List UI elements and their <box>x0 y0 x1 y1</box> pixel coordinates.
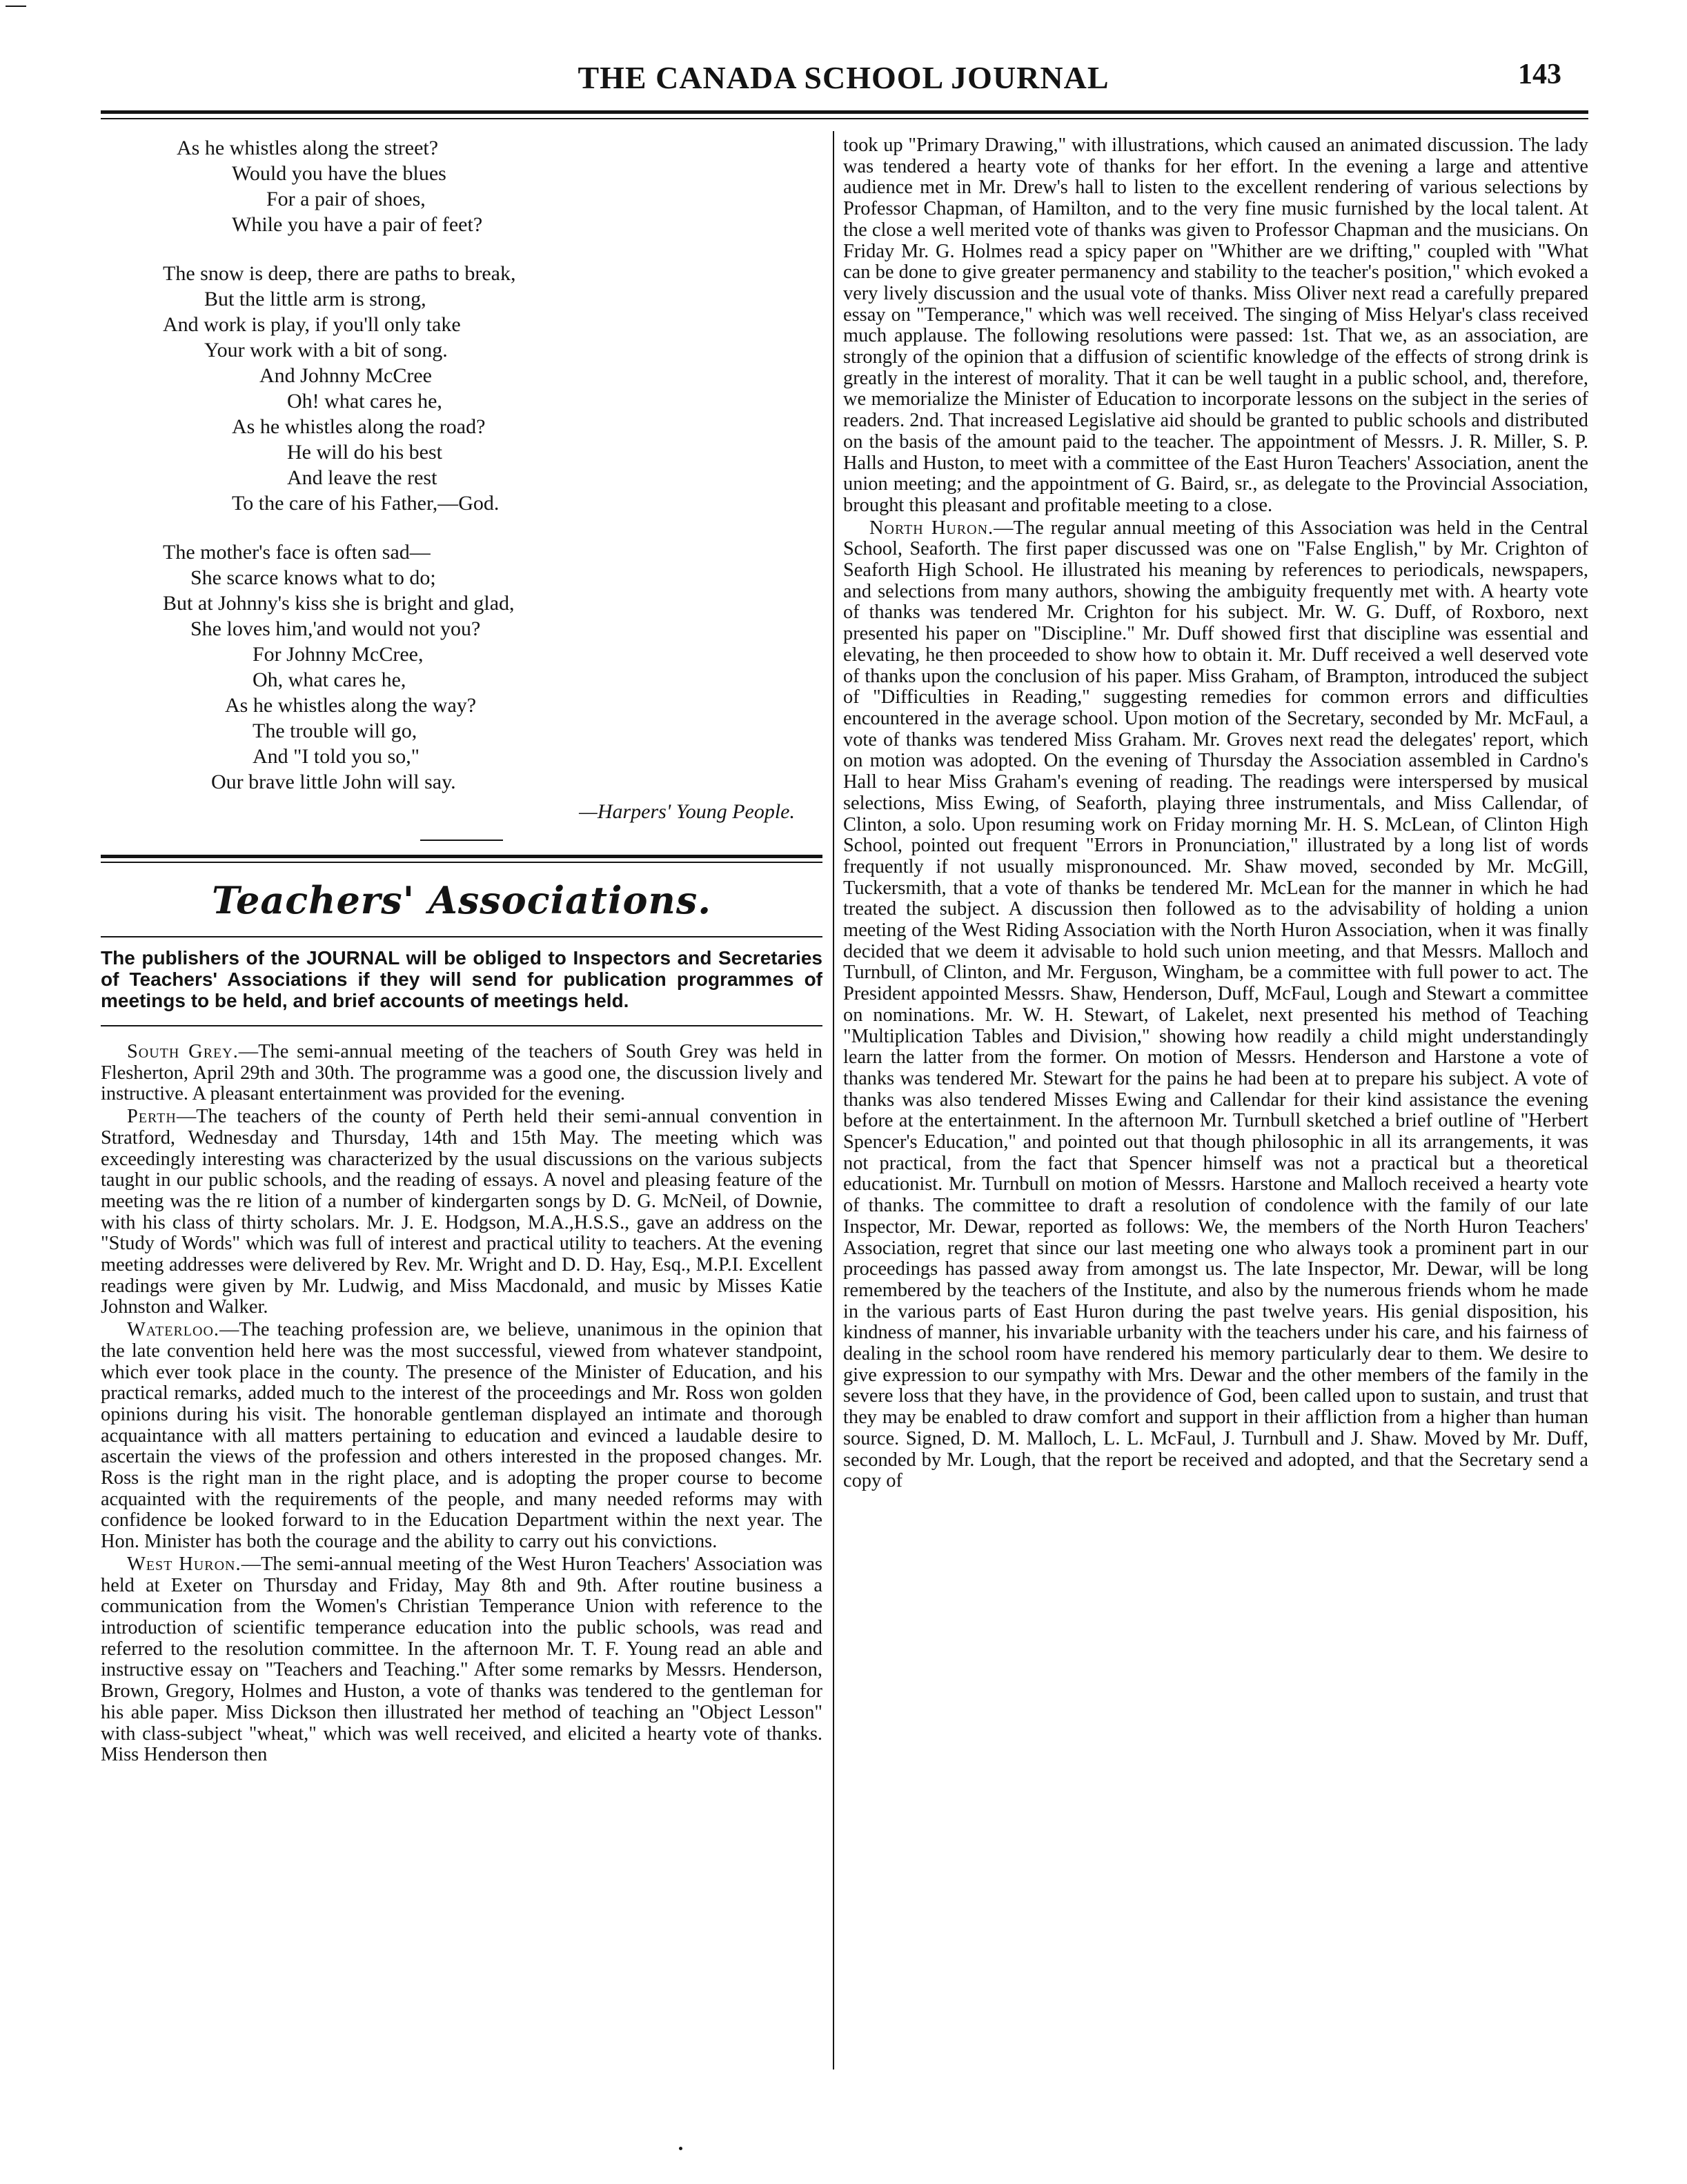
poem-stanza <box>101 261 822 516</box>
poem-end-rule <box>420 840 503 841</box>
poem-line: As he whistles along the way? <box>225 694 477 717</box>
poem-line: Our brave little John will say. <box>211 771 456 793</box>
section-heading: Teachers' Associations. <box>211 878 712 922</box>
printer-mark <box>679 2147 682 2150</box>
section-rule-thick <box>101 855 822 858</box>
column-divider <box>833 131 834 2069</box>
margin-mark <box>6 6 26 7</box>
poem-line: The snow is deep, there are paths to break, <box>163 262 516 285</box>
poem-line: While you have a pair of feet? <box>232 213 483 236</box>
paragraph-text: —The semi-annual meeting of the West Huron Teachers' Association was held at Exeter on Thursday and Friday, May 8th and 9th. After routine business a communication from the Women's Christian Temperance Union with reference to the introduction of scientific temperance education into the public schools, was read and referred to the resolution committee. In the afternoon Mr. T. F. Young read an able and instructive essay on "Teachers and Teaching." After some remarks by Messrs. Henderson, Brown, Gregory, Holmes and Huston, a vote of thanks was tendered to the gentleman for his able paper. Miss Dickson then illustrated her method of teaching an "Object Lesson" with class-subject "wheat," which was well received, and elicited a hearty vote of thanks. Miss Henderson then <box>101 1553 822 1766</box>
paragraph-text: —The semi-annual meeting of the teachers of South Grey was held in Flesherton, April 29th and 30th. The programme was a good one, the discussion lively and instructive. A pleasant entertainment was provided for the evening. <box>101 1041 822 1105</box>
poem-line: Oh, what cares he, <box>253 668 406 691</box>
poem-line: Oh! what cares he, <box>287 390 442 413</box>
poem-line: And "I told you so," <box>253 745 420 768</box>
page-number: 143 <box>1518 59 1561 90</box>
article-paragraph <box>843 518 1588 1492</box>
poem-stanza <box>101 539 822 795</box>
poem-line: As he whistles along the street? <box>177 137 439 159</box>
article-paragraph <box>101 1320 822 1553</box>
poem-line: For Johnny McCree, <box>253 643 424 666</box>
notice-rule <box>101 1025 822 1026</box>
right-column <box>843 135 1588 1493</box>
place-name: South Grey. <box>127 1041 239 1062</box>
paragraph-text: —The teaching profession are, we believe, unanimous in the opinion that the late convention held here was the most successful, viewed from whatever standpoint, which ever took place in the county. The presence of the Minister of Education, and his practical remarks, added much to the interest of the proceedings and Mr. Ross won golden opinions during his visit. The honorable gentleman displayed an intimate and thorough acquaintance with all matters pertaining to education and evinced a laudable desire to ascertain the views of the profession and others interested in the proposed changes. Mr. Ross is the right man in the right place, and is adopting the proper course to become acquainted with the requirements of the people, and many needed reforms may with confidence be looked forward to in the Education Department within the next year. The Hon. Minister has both the courage and the ability to carry out his convictions. <box>101 1319 822 1553</box>
article-paragraph <box>101 1042 822 1105</box>
heading-rule <box>101 936 822 937</box>
poem-stanza <box>101 135 822 237</box>
place-name: North Huron. <box>869 517 994 539</box>
place-name: West Huron. <box>127 1553 241 1575</box>
journal-title: THE CANADA SCHOOL JOURNAL <box>578 60 1109 95</box>
poem-line: To the care of his Father,—God. <box>232 492 500 515</box>
article-paragraph <box>101 1554 822 1766</box>
poem-line: Would you have the blues <box>232 162 446 185</box>
poem-line: He will do his best <box>287 441 442 464</box>
header-rule-thick <box>101 110 1588 114</box>
left-column <box>101 135 822 1767</box>
poem-line: She scarce knows what to do; <box>190 566 436 589</box>
poem-line: But the little arm is strong, <box>204 288 426 310</box>
poem-line: Your work with a bit of song. <box>204 339 448 361</box>
left-article-body <box>101 1042 822 1766</box>
paragraph-text: —The teachers of the county of Perth held their semi-annual convention in Stratford, Wednesday and Thursday, 14th and 15th May. The meeting which was exceedingly interesting was characterized by the usual discussions on the various subjects taught in our public schools, and the reading of essays. A novel and pleasing feature of the meeting was the re lition of a number of kindergarten songs by D. G. McNeil, of Downie, with his class of thirty scholars. Mr. J. E. Hodgson, M.A.,H.S.S., gave an address on the "Study of Words" which was full of interest and practical utility to teachers. At the evening meeting addresses were delivered by Rev. Mr. Wright and D. D. Hay, Esq., M.P.I. Excellent readings were given by Mr. Ludwig, and Miss Macdonald, and music by Misses Katie Johnston and Walker. <box>101 1106 822 1318</box>
poem <box>101 135 822 795</box>
paragraph-text: took up "Primary Drawing," with illustrations, which caused an animated discussion. The lady was tendered a hearty vote of thanks for her effort. In the evening a large and attentive audience met in Mr. Drew's hall to listen to the excellent rendering of various selections by Professor Chapman, of Hamilton, and to the very fine music furnished by the local talent. At the close a well merited vote of thanks was given to Professor Chapman and the musicians. On Friday Mr. G. Holmes read a spicy paper on "Whither are we drifting," coupled with "What can be done to give greater permanency and stability to the teacher's position," which evoked a very lively discussion and the usual vote of thanks. Miss Oliver next read a carefully prepared essay on "Temperance," which was well received. The singing of Miss Helyar's class received much applause. The following resolutions were passed: 1st. That we, as an association, are strongly of the opinion that a diffusion of scientific knowledge of the effects of strong drink is greatly in the interest of morality. That it can be well taught in a public school, and, therefore, we memorialize the Minister of Education to incorporate lessons on the subject in the series of readers. 2nd. That increased Legislative aid should be granted to public schools and distributed on the basis of the amount paid to the teacher. The appointment of Messrs. J. R. Miller, S. P. Halls and Huston, to meet with a committee of the East Huron Teachers' Association, anent the union meeting; and the appointment of G. Baird, sr., as delegate to the Provincial Association, brought this pleasant and profitable meeting to a close. <box>843 135 1588 516</box>
poem-line: She loves him,'and would not you? <box>190 617 481 640</box>
section-rule-thin <box>101 862 822 863</box>
place-name: Perth <box>127 1106 177 1128</box>
poem-line: But at Johnny's kiss she is bright and glad, <box>163 592 515 615</box>
poem-line: As he whistles along the road? <box>232 415 486 438</box>
article-paragraph <box>843 135 1588 517</box>
article-paragraph <box>101 1106 822 1318</box>
poem-line: And leave the rest <box>287 466 437 489</box>
poem-line: The mother's face is often sad— <box>163 541 431 564</box>
poem-line: And Johnny McCree <box>259 364 432 387</box>
poem-line: The trouble will go, <box>253 719 417 742</box>
poem-line: For a pair of shoes, <box>266 188 426 210</box>
place-name: Waterloo. <box>127 1319 219 1341</box>
right-article-body <box>843 135 1588 1492</box>
poem-line: And work is play, if you'll only take <box>163 313 461 336</box>
paragraph-text: —The regular annual meeting of this Association was held in the Central School, Seaforth. The first paper discussed was one on "False English," by Mr. Crighton of Seaforth High School. He illustrated his meaning by references to periodicals, newspapers, and selections from many authors, showing the ambiguity frequently met with. A hearty vote of thanks was tendered Mr. Crighton for his subject. Mr. W. G. Duff, of Roxboro, next presented his paper on "Discipline." Mr. Duff showed first that discipline was essential and elevating, he then proceeded to show how to obtain it. Mr. Duff received a well deserved vote of thanks upon the conclusion of his paper. Miss Graham, of Brampton, introduced the subject of "Difficulties in Reading," suggesting remedies for common errors and difficulties encountered in the average school. Upon motion of the Secretary, seconded by Mr. McFaul, a vote of thanks was tendered Miss Graham. Mr. Groves next read the delegates' report, which on motion was adopted. On the evening of Thursday the Association assembled in Cardno's Hall to hear Miss Graham's evening of reading. The readings were interspersed by musical selections, Miss Ewing, of Seaforth, playing three instrumentals, and Miss Callendar, of Clinton, a solo. Upon resuming work on Friday morning Mr. H. S. McLean, of Clinton High School, pointed out frequent "Errors in Pronunciation," illustrated by a long list of words frequently if not usually mispronounced. Mr. Shaw moved, seconded by Mr. McGill, Tuckersmith, that a vote of thanks be tendered Mr. McLean for the manner in which he had treated the subject. A discussion then followed as to the advisability of holding a union meeting of the West Riding Association with the North Huron Association, when it was finally decided that we deem it advisable to hold such union meeting, and that Messrs. Malloch and Turnbull, of Clinton, and Mr. Ferguson, Wingham, be a committee with full power to act. The President appointed Messrs. Shaw, Henderson, Duff, McFaul, Lough and Stewart a committee on nominations. Mr. W. H. Stewart, of Lakelet, next presented his method of Teaching "Multiplication Tables and Division," showing how readily a child might understandingly learn the latter from the former. On motion of Messrs. Henderson and Harstone a vote of thanks was tendered Mr. Stewart for the pains he had been at to prepare his subject. A vote of thanks was also tendered Misses Ewing and Callendar for their kind assistance the evening before at the entertainment. In the afternoon Mr. Turnbull sketched a brief outline of "Herbert Spencer's Education," and pointed out that though philosophic in all its arrangements, it was not practical, from the fact that Spencer himself was not a practical but a theoretical educationist. Mr. Turnbull on motion of Messrs. Harstone and Malloch received a hearty vote of thanks. The committee to draft a resolution of condolence with the family of our late Inspector, Mr. Dewar, reported as follows: We, the members of the North Huron Teachers' Association, regret that since our last meeting one who always took a prominent part in our proceedings has passed away from amongst us. The late Inspector, Mr. Dewar, will be long remembered by the teachers of the Institute, and also by the numerous friends whom he made in the various parts of East Huron during the past twelve years. His genial disposition, his kindness of manner, his invariable urbanity with the teachers under his care, and his fairness of dealing in the school room have rendered his memory particularly dear to them. We desire to give expression to our sympathy with Mrs. Dewar and the other members of the family in the severe loss that they have, in the providence of God, been called upon to sustain, and trust that they may be enabled to draw comfort and support in their affliction from a higher than human source. Signed, D. M. Malloch, L. L. McFaul, J. Turnbull and J. Shaw. Moved by Mr. Duff, seconded by Mr. Lough, that the report be received and adopted, and that the Secretary send a copy of <box>843 517 1588 1492</box>
header-rule-thin <box>101 118 1588 119</box>
poem-attribution: —Harpers' Young People. <box>579 800 795 823</box>
publishers-notice: The publishers of the JOURNAL will be obliged to Inspectors and Secretaries of Teachers' Associations if they will send for publication programmes of meetings to be held, and brief accounts of meetings held. <box>101 947 822 1011</box>
